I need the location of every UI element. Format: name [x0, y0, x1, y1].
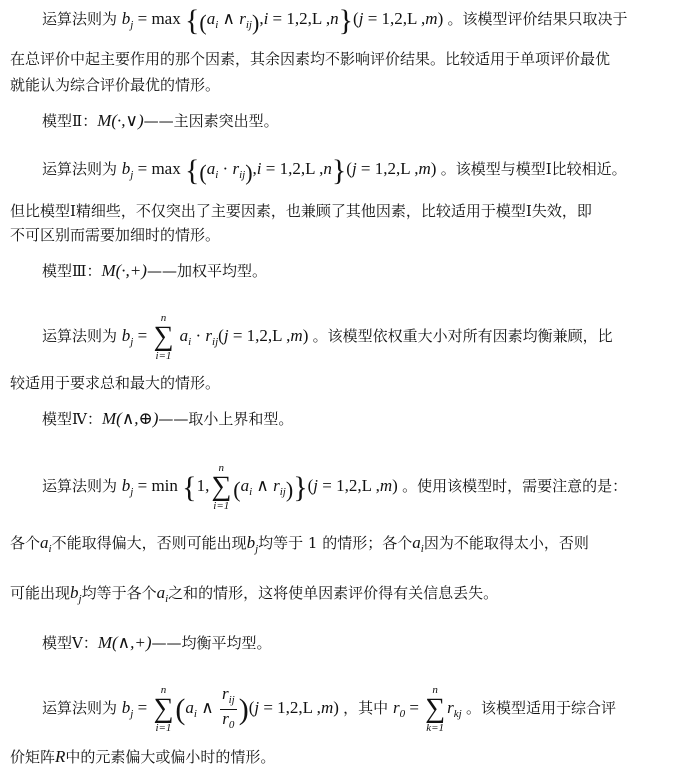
model3-lead: 运算法则为	[42, 326, 118, 345]
text-segment: 价矩阵	[10, 748, 56, 766]
model3-heading	[42, 260, 671, 282]
para1-formula-tail: 。该模型评价结果只取决于	[447, 10, 628, 28]
model2-formula-tail: 。该模型与模型Ⅰ比较相近。	[440, 160, 627, 178]
model4-line3	[10, 582, 671, 610]
sigma-symbol: n ∑ i=1	[211, 462, 232, 512]
model4-line2	[10, 532, 671, 560]
model4-label: 模型Ⅳ：	[42, 410, 102, 428]
para1-line3: 就能认为综合评价最优的情形。	[10, 76, 221, 94]
model5-heading	[42, 632, 671, 654]
symbol-ai: $a_i$	[40, 533, 52, 555]
text-segment: 不能取得偏大，否则可能出现	[51, 534, 247, 552]
model5-label: 模型Ⅴ：	[42, 634, 98, 652]
model3-label: 模型Ⅲ：	[42, 262, 102, 280]
fraction: $\frac{r_{ij}}{r_0}$	[221, 683, 235, 731]
model2-label: 模型Ⅱ：	[42, 112, 98, 130]
formula-max-and: $b_j = \max \{(a_i$ ∧ $r_{ij}),i = 1,2,L$ ,n}(j = 1,2,L ,m)	[121, 4, 444, 37]
para1-line2: 在总评价中起主要作用的那个因素，其余因素均不影响评价结果。比较适用于单项评价最优	[10, 50, 611, 68]
formula-r0: $r_0$ = n ∑ k=1 $r_{kj}$	[392, 684, 462, 734]
model4-formula-tail: 。使用该模型时，需要注意的是：	[402, 476, 628, 495]
symbol-ai: $a_i$	[412, 533, 424, 555]
sigma-symbol: n ∑ i=1	[153, 684, 174, 734]
model5-name: ——均衡平均型。	[151, 634, 272, 652]
symbol-R: R	[55, 747, 66, 766]
symbol-bj: $b_j$	[246, 533, 259, 555]
model2-line2: 但比模型Ⅰ精细些，不仅突出了主要因素，也兼顾了其他因素，比较适用于模型Ⅰ失效，即	[10, 202, 592, 220]
model5-lead: 运算法则为	[42, 698, 118, 717]
text-segment: 均等于 1 的情形；各个	[258, 534, 413, 552]
formula-weighted-sum: $b_j$ = n ∑ i=1 $a_i \cdot r_{ij}(j = 1,2,L$ ,m)	[121, 312, 309, 362]
model2-line1	[42, 154, 671, 187]
symbol-ai: $a_i$	[156, 583, 169, 605]
formula-balanced-sum: $b_j$ = n ∑ i=1 ($a_i$ ∧ $\frac{r_{ij}}{r_0}$ )(j = 1,2,L ,m)	[121, 683, 339, 734]
model3-line2: 较适用于要求总和最大的情形。	[10, 374, 221, 392]
model4-lead: 运算法则为	[42, 476, 118, 495]
model5-line2	[10, 746, 671, 768]
symbol-bj: $b_j$	[70, 583, 82, 605]
model2-name: ——主因素突出型。	[143, 112, 279, 130]
model3-name: ——加权平均型。	[146, 262, 267, 280]
model3-notation: M(·,+)	[101, 261, 147, 280]
model2-line3: 不可区别而需要加细时的情形。	[10, 226, 221, 244]
model4-line1	[42, 462, 671, 512]
text-segment: 因为不能取得太小，否则	[423, 534, 589, 552]
model3-formula-tail: 。该模型依权重大小对所有因素均衡兼顾，比	[312, 326, 613, 345]
para1-line1	[42, 4, 671, 37]
text-segment: 可能出现	[10, 584, 71, 602]
formula-min-sum: $b_j = \min \{1$, n ∑ i=1 ($a_i$ ∧ $r_{ij})\}(j = 1,2,L$ ,m)	[121, 462, 398, 512]
model2-lead: 运算法则为	[42, 160, 118, 178]
text-segment: 之和的情形，这将使单因素评价得有关信息丢失。	[168, 584, 499, 602]
text-segment: 均等于各个	[81, 584, 157, 602]
model5-mid: ，其中	[343, 698, 389, 717]
model5-formula-tail: 。该模型适用于综合评	[465, 698, 616, 717]
model4-name: ——取小上界和型。	[158, 410, 294, 428]
sigma-symbol: n ∑ k=1	[425, 684, 446, 734]
model3-line1	[42, 312, 671, 362]
model5-notation: M(∧,+)	[97, 633, 152, 652]
model4-heading	[42, 408, 671, 430]
para1-lead: 运算法则为	[42, 10, 118, 28]
text-segment: 中的元素偏大或偏小时的情形。	[65, 748, 276, 766]
model4-notation: M(∧,⊕)	[102, 409, 159, 428]
model5-line1	[42, 684, 671, 736]
model2-notation: M(·,∨)	[97, 111, 144, 130]
formula-max-dot: $b_j = \max \{(a_i \cdot r_{ij}),i = 1,2,L$ ,n}(j = 1,2,L ,m)	[121, 154, 437, 187]
model2-heading	[42, 110, 671, 132]
text-segment: 各个	[10, 534, 41, 552]
sigma-symbol: n ∑ i=1	[153, 312, 174, 362]
